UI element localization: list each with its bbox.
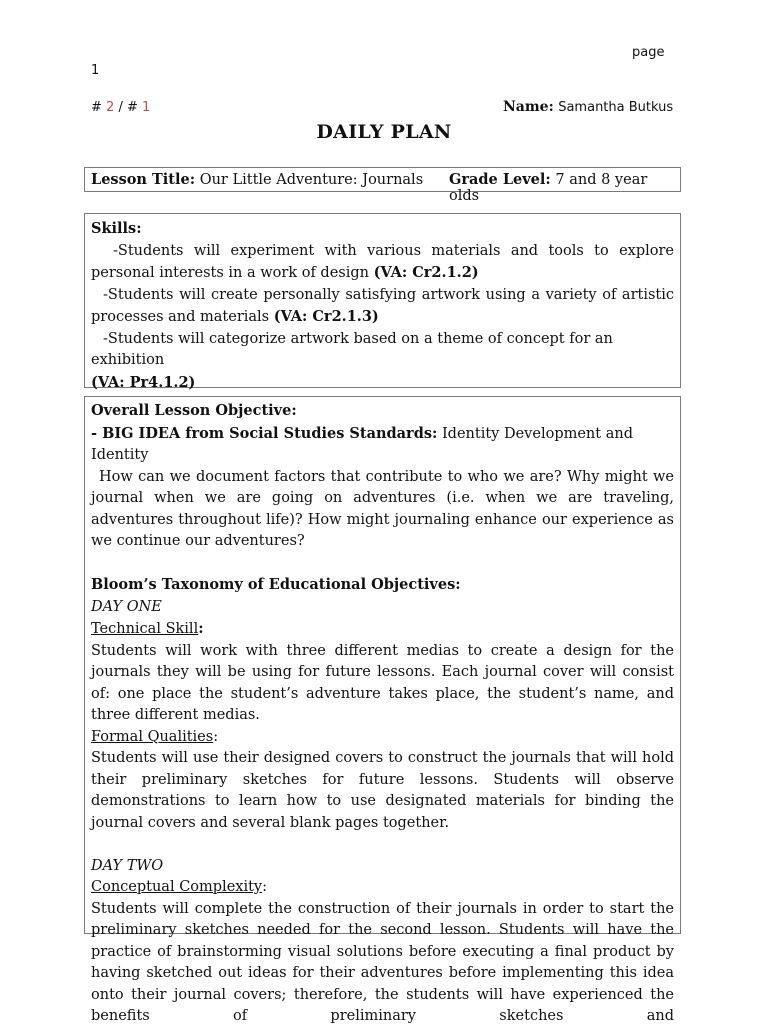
skill-item: -Students will experiment with various materials and tools to explore personal interests in a work of design (VA: Cr2.1.2): [91, 242, 674, 281]
grade-level: [449, 171, 680, 204]
skills-box: [84, 213, 681, 391]
lesson-title-value: Our Little Adventure: Journals: [199, 172, 424, 188]
lesson-title: [91, 171, 423, 188]
skill-item: -Students will categorize artwork based on a theme of concept for an exhibition (VA: Pr4.1.2): [91, 330, 613, 391]
counter-current: 2: [106, 100, 115, 115]
formal-qualities-heading: Formal Qualities:: [91, 728, 219, 745]
big-idea: - BIG IDEA from Social Studies Standards: Identity Development and Identity: [91, 424, 633, 463]
skill-item: -Students will create personally satisfying artwork using a variety of artistic processes and materials (VA: Cr2.1.3): [91, 286, 674, 325]
technical-skill-text: Students will work with three different medias to create a design for the journals they will be using for future lessons. Each journal cover will consist of: one place the student’s adventure takes place, the student’s name, and three different medias.: [91, 642, 674, 723]
day-two-label: DAY TWO: [91, 857, 164, 874]
grade-level-value: 7 and 8 year olds: [449, 172, 648, 204]
name-value: Samantha Butkus: [558, 100, 674, 115]
page-label: page: [632, 45, 665, 60]
name-line: [503, 99, 673, 115]
formal-qualities-text: Students will use their designed covers to construct the journals that will hold their preliminary sketches for future lessons. Students will observe demonstrations to learn how to use designated materials for binding the journal covers and several blank pages together.: [91, 750, 674, 831]
counter-separator: / #: [114, 100, 142, 115]
lesson-info-box: [84, 167, 681, 204]
big-idea-text: How can we document factors that contribute to who we are? Why might we journal when we are going on adventures (i.e. when we are traveling, adventures throughout life)? How might journaling enhance our experience as we continue our adventures?: [91, 468, 674, 549]
document-title: DAILY PLAN: [316, 121, 452, 143]
grade-level-label: Grade Level:: [449, 171, 551, 188]
counter-prefix: #: [91, 100, 107, 115]
lesson-counter: [91, 100, 150, 115]
objective-heading: Overall Lesson Objective:: [91, 402, 297, 419]
conceptual-complexity-text: Students will complete the construction of their journals in order to start the preliminary sketches needed for the second lesson. Students will have the practice of brainstorming visual solutions before executing a final product by having sketched out ideas for their adventures before implementing this idea onto their journal covers; therefore, the students will have experienced the benefits of preliminary sketches and: [91, 900, 674, 1024]
technical-skill-heading: Technical Skill:: [91, 620, 204, 637]
counter-total: 1: [141, 100, 151, 115]
bloom-heading: Bloom’s Taxonomy of Educational Objectives:: [91, 576, 461, 593]
name-label: Name:: [503, 99, 554, 115]
objective-box: [84, 396, 681, 1024]
page-number: 1: [91, 63, 100, 78]
skills-heading: Skills:: [91, 220, 142, 237]
lesson-title-label: Lesson Title:: [91, 171, 196, 188]
conceptual-complexity-heading: Conceptual Complexity:: [91, 879, 268, 895]
day-one-label: DAY ONE: [91, 598, 162, 615]
